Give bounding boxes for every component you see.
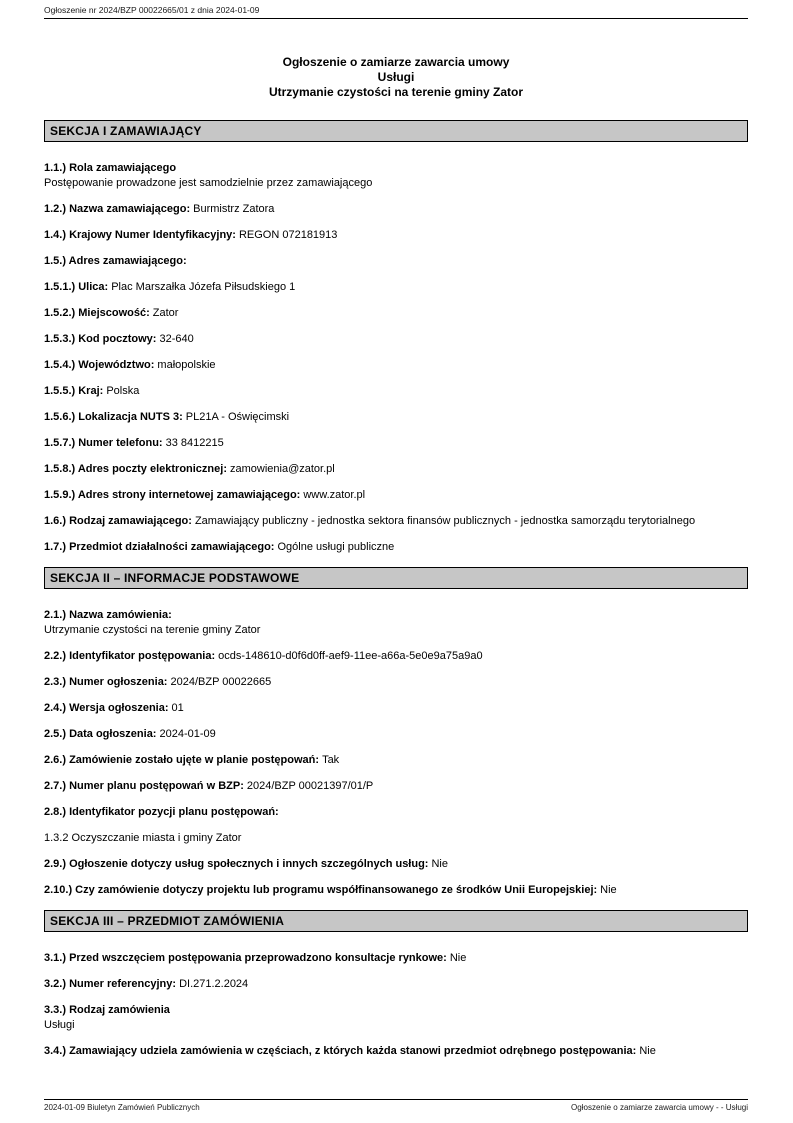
section-header <box>44 567 748 589</box>
document-field <box>44 254 748 269</box>
field-value: 32-640 <box>159 333 194 345</box>
section-title-label: SEKCJA I ZAMAWIAJĄCY <box>50 124 202 138</box>
document-field <box>44 540 748 555</box>
document-field <box>44 951 748 966</box>
field-label: 1.6.) Rodzaj zamawiającego: <box>44 515 192 527</box>
field-label: 1.1.) Rola zamawiającego <box>44 162 177 174</box>
section-header <box>44 120 748 142</box>
document-field <box>44 977 748 992</box>
field-label: 2.3.) Numer ogłoszenia: <box>44 676 168 688</box>
document-field <box>44 883 748 898</box>
document-field <box>44 857 748 872</box>
field-label: 1.5.4.) Województwo: <box>44 359 155 371</box>
field-value: Utrzymanie czystości na terenie gminy Zator <box>44 624 261 636</box>
field-value: 2024/BZP 00022665 <box>170 676 272 688</box>
section-content <box>44 932 748 1059</box>
document-page <box>44 0 748 1059</box>
field-value: Nie <box>600 884 617 896</box>
document-field <box>44 727 748 742</box>
document-field <box>44 1044 748 1059</box>
document-field-value-paragraph <box>44 831 748 846</box>
field-label: 1.5.6.) Lokalizacja NUTS 3: <box>44 411 183 423</box>
field-value: Usługi <box>44 1019 75 1031</box>
field-value: 01 <box>171 702 184 714</box>
field-value: Postępowanie prowadzone jest samodzielnie przez zamawiającego <box>44 177 373 189</box>
document-field <box>44 753 748 768</box>
document-section <box>44 910 748 1059</box>
section-header <box>44 910 748 932</box>
document-field <box>44 202 748 217</box>
document-field <box>44 436 748 451</box>
document-field <box>44 228 748 243</box>
field-label: 1.5.5.) Kraj: <box>44 385 104 397</box>
field-label: 2.10.) Czy zamówienie dotyczy projektu lub programu współfinansowanego ze środków Unii Europejskiej: <box>44 884 598 896</box>
field-label: 2.6.) Zamówienie zostało ujęte w planie postępowań: <box>44 754 320 766</box>
document-title-block <box>44 55 748 100</box>
field-label: 1.4.) Krajowy Numer Identyfikacyjny: <box>44 229 236 241</box>
document-field <box>44 649 748 664</box>
document-field <box>44 779 748 794</box>
field-value: Zator <box>152 307 179 319</box>
field-value: PL21A - Oświęcimski <box>185 411 290 423</box>
field-label: 1.2.) Nazwa zamawiającego: <box>44 203 191 215</box>
header-note-text: Ogłoszenie nr 2024/BZP 00022665/01 z dnia 2024-01-09 <box>44 5 260 15</box>
field-value: małopolskie <box>157 359 216 371</box>
document-field <box>44 384 748 399</box>
document-field <box>44 462 748 477</box>
document-header-note <box>44 0 748 19</box>
document-section <box>44 120 748 555</box>
field-label: 1.7.) Przedmiot działalności zamawiającego: <box>44 541 275 553</box>
field-value: 33 8412215 <box>165 437 224 449</box>
document-field <box>44 488 748 503</box>
field-value: Nie <box>639 1045 656 1057</box>
document-field <box>44 280 748 295</box>
field-value: Tak <box>322 754 340 766</box>
field-label: 1.5.9.) Adres strony internetowej zamawiającego: <box>44 489 301 501</box>
field-value: www.zator.pl <box>303 489 366 501</box>
field-value: Plac Marszałka Józefa Piłsudskiego 1 <box>111 281 296 293</box>
field-value: ocds-148610-d0f6d0ff-aef9-11ee-a66a-5e0e9a75a9a0 <box>218 650 483 662</box>
field-label: 2.1.) Nazwa zamówienia: <box>44 609 172 621</box>
footer-right-text: Ogłoszenie o zamiarze zawarcia umowy - - Usługi <box>571 1103 748 1112</box>
document-field <box>44 514 748 529</box>
footer-left-text: 2024-01-09 Biuletyn Zamówień Publicznych <box>44 1103 200 1112</box>
document-field <box>44 608 748 638</box>
field-label: 1.5.7.) Numer telefonu: <box>44 437 163 449</box>
field-value: Nie <box>431 858 448 870</box>
document-field <box>44 332 748 347</box>
field-label: 3.3.) Rodzaj zamówienia <box>44 1004 170 1016</box>
field-label: 1.5.2.) Miejscowość: <box>44 307 150 319</box>
field-value: Polska <box>106 385 140 397</box>
field-value: Burmistrz Zatora <box>193 203 275 215</box>
field-label: 2.4.) Wersja ogłoszenia: <box>44 702 169 714</box>
document-field <box>44 410 748 425</box>
document-field <box>44 675 748 690</box>
section-title-label: SEKCJA III – PRZEDMIOT ZAMÓWIENIA <box>50 914 285 928</box>
document-field <box>44 805 748 820</box>
field-value: Ogólne usługi publiczne <box>277 541 395 553</box>
field-value: REGON 072181913 <box>238 229 338 241</box>
document-sections <box>44 120 748 1059</box>
field-label: 3.4.) Zamawiający udziela zamówienia w częściach, z których każda stanowi przedmiot odrębnego postępowania: <box>44 1045 637 1057</box>
document-field <box>44 306 748 321</box>
field-label: 1.5.3.) Kod pocztowy: <box>44 333 157 345</box>
title-line-3: Utrzymanie czystości na terenie gminy Zator <box>268 85 524 99</box>
section-content <box>44 589 748 898</box>
field-value: Nie <box>449 952 467 964</box>
field-label: 1.5.8.) Adres poczty elektronicznej: <box>44 463 227 475</box>
field-value: DI.271.2.2024 <box>179 978 249 990</box>
field-label: 3.1.) Przed wszczęciem postępowania przeprowadzono konsultacje rynkowe: <box>44 952 447 964</box>
document-field <box>44 1003 748 1033</box>
field-label: 2.8.) Identyfikator pozycji planu postępowań: <box>44 806 279 818</box>
field-label: 3.2.) Numer referencyjny: <box>44 978 177 990</box>
field-value: 1.3.2 Oczyszczanie miasta i gminy Zator <box>44 832 242 844</box>
document-field <box>44 701 748 716</box>
field-value: 2024-01-09 <box>159 728 216 740</box>
field-label: 2.9.) Ogłoszenie dotyczy usług społecznych i innych szczególnych usług: <box>44 858 429 870</box>
title-line-1: Ogłoszenie o zamiarze zawarcia umowy <box>282 55 510 69</box>
field-label: 2.5.) Data ogłoszenia: <box>44 728 157 740</box>
field-label: 2.7.) Numer planu postępowań w BZP: <box>44 780 244 792</box>
field-label: 1.5.1.) Ulica: <box>44 281 109 293</box>
document-field <box>44 161 748 191</box>
field-label: 1.5.) Adres zamawiającego: <box>44 255 187 267</box>
document-section <box>44 567 748 898</box>
document-field <box>44 358 748 373</box>
field-label: 2.2.) Identyfikator postępowania: <box>44 650 216 662</box>
document-footer <box>44 1099 748 1112</box>
title-line-2: Usługi <box>377 70 415 84</box>
section-content <box>44 142 748 555</box>
field-value: Zamawiający publiczny - jednostka sektora finansów publicznych - jednostka samorządu terytorialnego <box>194 515 696 527</box>
field-value: zamowienia@zator.pl <box>229 463 335 475</box>
field-value: 2024/BZP 00021397/01/P <box>246 780 374 792</box>
section-title-label: SEKCJA II – INFORMACJE PODSTAWOWE <box>50 571 300 585</box>
